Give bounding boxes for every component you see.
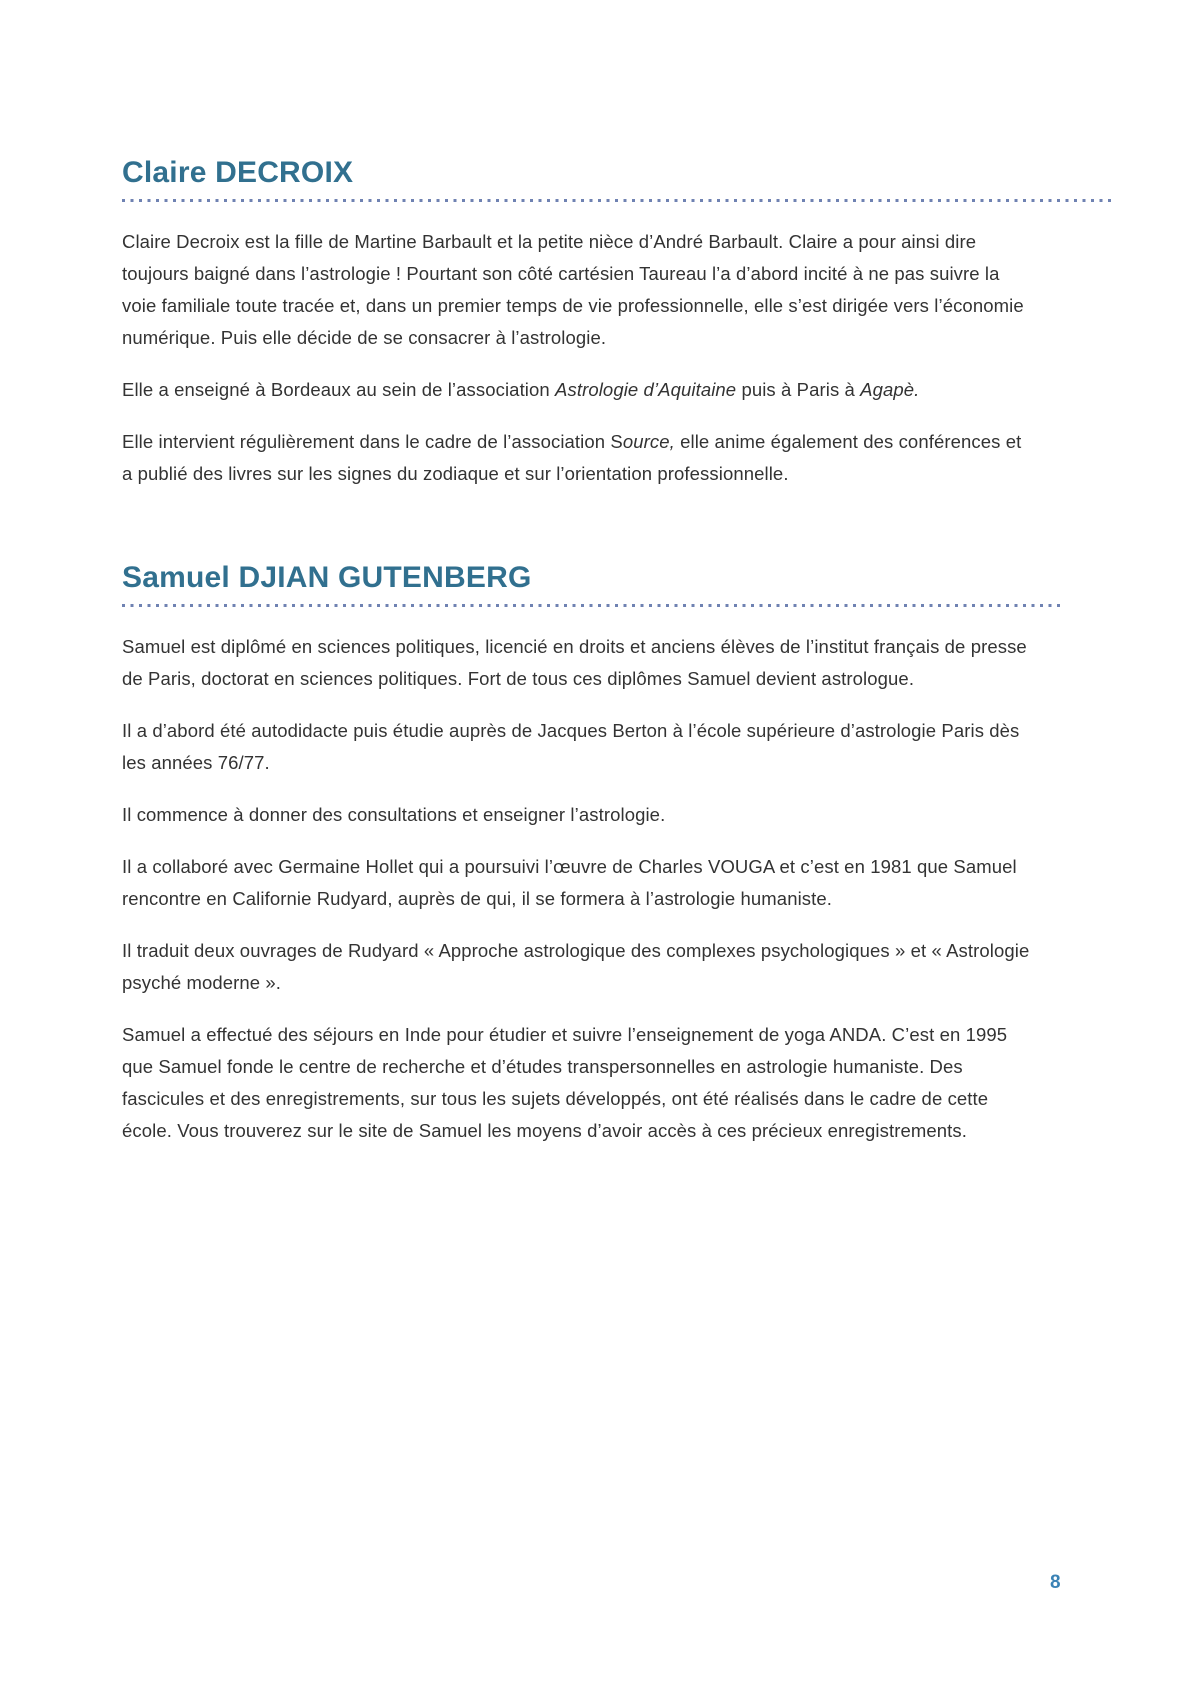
section-claire-decroix — [122, 156, 1032, 490]
dotted-divider — [122, 604, 1063, 607]
paragraph — [122, 851, 1032, 915]
section-samuel-djian-gutenberg — [122, 561, 1032, 1147]
paragraph — [122, 715, 1032, 779]
paragraph — [122, 1019, 1032, 1147]
page-content — [122, 156, 1032, 1167]
dotted-divider — [122, 199, 1113, 202]
section-heading: Samuel DJIAN GUTENBERG — [122, 561, 532, 594]
text-run: Elle intervient régulièrement dans le cadre de l’association S — [122, 431, 623, 452]
text-run-italic: ource, — [622, 431, 675, 452]
paragraph — [122, 374, 1032, 406]
section-body — [122, 631, 1032, 1147]
paragraph — [122, 631, 1032, 695]
section-heading: Claire DECROIX — [122, 156, 354, 189]
text-run: Samuel est diplômé en sciences politiques, licencié en droits et anciens élèves de l’institut français de presse de Paris, doctorat en sciences politiques. Fort de tous ces diplômes Samuel devient astrologue. — [122, 636, 1027, 689]
text-run: Il a d’abord été autodidacte puis étudie auprès de Jacques Berton à l’école supérieure d’astrologie Paris dès les années 76/77. — [122, 720, 1020, 773]
paragraph — [122, 426, 1032, 490]
page-number: 8 — [1050, 1572, 1061, 1593]
text-run: Samuel a effectué des séjours en Inde pour étudier et suivre l’enseignement de yoga ANDA. C’est en 1995 que Samuel fonde le centre de recherche et d’études transpersonnelles en astrologie humaniste. Des fascicules et des enregistrements, sur tous les sujets développés, ont été réalisés dans le cadre de cette école. Vous trouverez sur le site de Samuel les moyens d’avoir accès à ces précieux enregistrements. — [122, 1024, 1008, 1141]
text-run: puis à Paris à — [736, 379, 861, 400]
text-run: Elle a enseigné à Bordeaux au sein de l’association — [122, 379, 556, 400]
text-run-italic: Astrologie d’Aquitaine — [555, 379, 737, 400]
text-run: Il commence à donner des consultations et enseigner l’astrologie. — [122, 804, 666, 825]
text-run: Claire Decroix est la fille de Martine Barbault et la petite nièce d’André Barbault. Claire a pour ainsi dire toujours baigné dans l’astrologie ! Pourtant son côté cartésien Taureau l’a d’abord incité à ne pas suivre la voie familiale toute tracée et, dans un premier temps de vie professionnelle, elle s’est dirigée vers l’économie numérique. Puis elle décide de se consacrer à l’astrologie. — [122, 231, 1024, 348]
text-run-italic: Agapè. — [860, 379, 920, 400]
paragraph — [122, 935, 1032, 999]
text-run: elle anime également des conférences et a publié des livres sur les signes du zodiaque et sur l’orientation professionnelle. — [122, 431, 1022, 484]
section-body — [122, 226, 1032, 490]
text-run: Il a collaboré avec Germaine Hollet qui a poursuivi l’œuvre de Charles VOUGA et c’est en 1981 que Samuel rencontre en Californie Rudyard, auprès de qui, il se formera à l’astrologie humaniste. — [122, 856, 1017, 909]
text-run: Il traduit deux ouvrages de Rudyard « Approche astrologique des complexes psychologiques » et « Astrologie psyché moderne ». — [122, 940, 1030, 993]
paragraph — [122, 226, 1032, 354]
paragraph — [122, 799, 1032, 831]
